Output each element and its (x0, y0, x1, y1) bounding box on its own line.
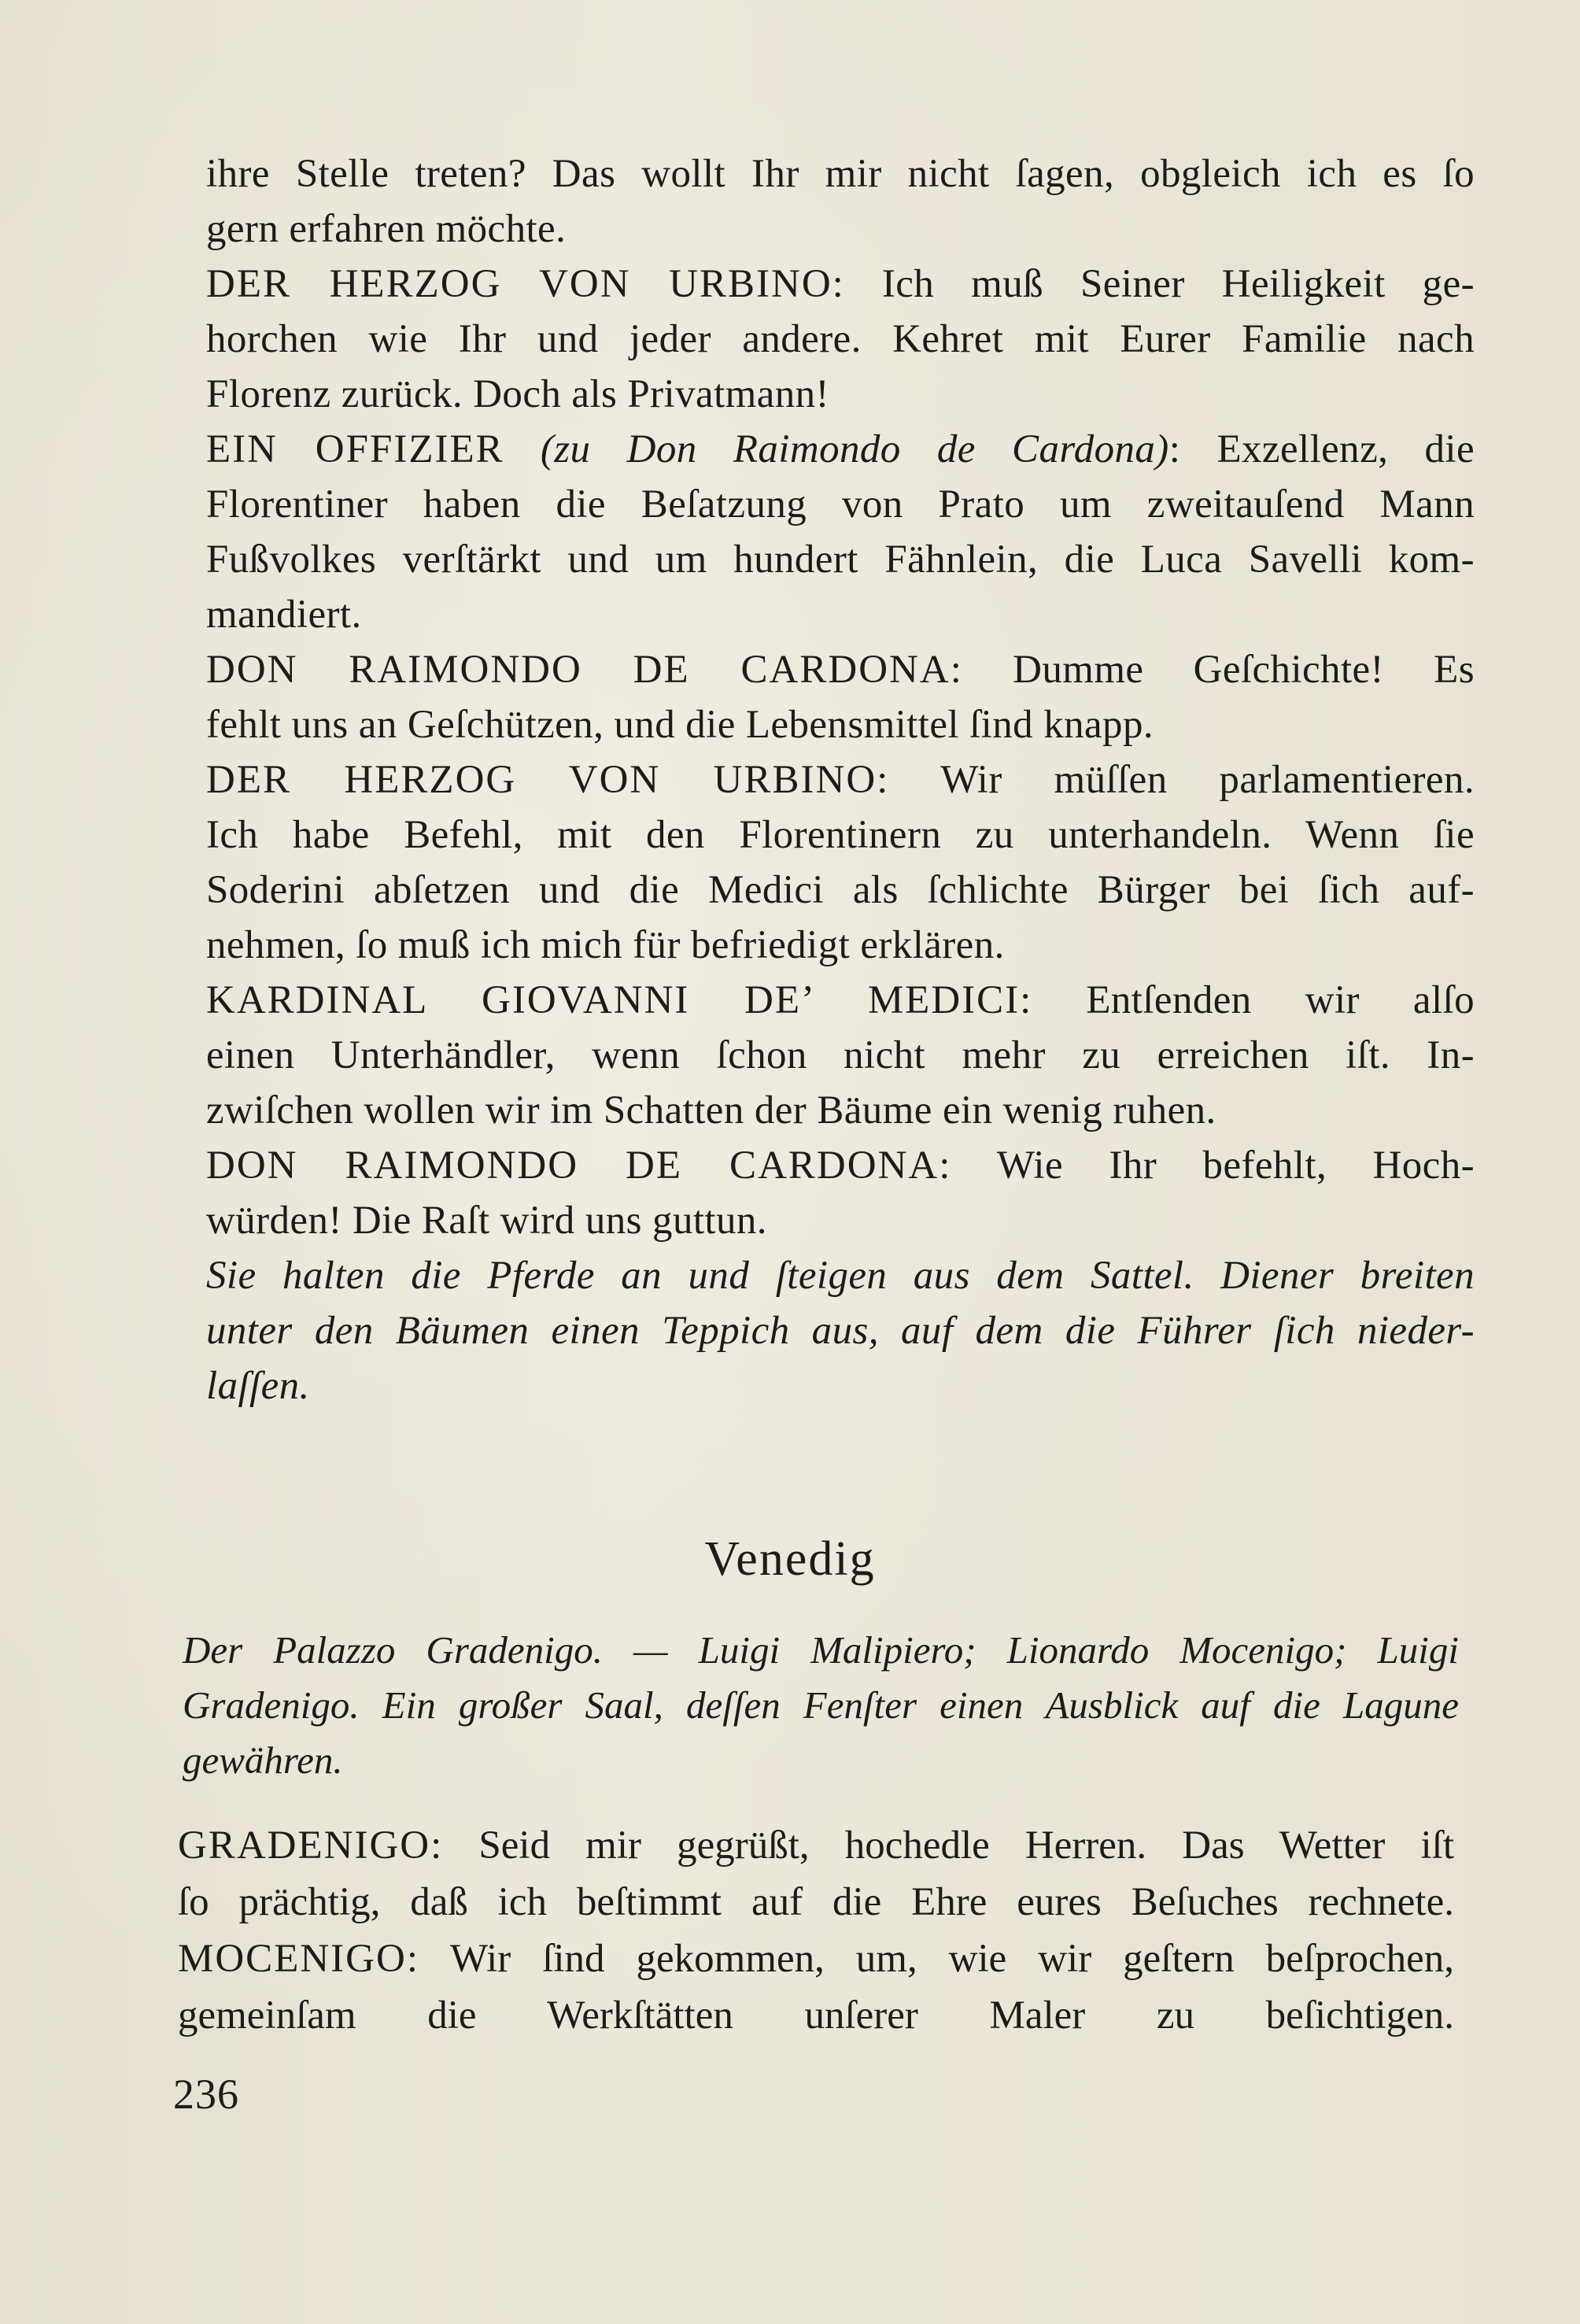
speech-text: : Exzellenz, die (1168, 427, 1475, 471)
speaker-name: GRADENIGO: (178, 1823, 444, 1868)
text-line: einen Unterhändler, wenn ſchon nicht mehr zu erreichen iſt. In- (206, 1033, 1475, 1077)
text-line: ihre Stelle treten? Das wollt Ihr mir nicht ſagen, obgleich ich es ſo (206, 152, 1475, 196)
speaker-name: KARDINAL GIOVANNI DE’ MEDICI: (206, 978, 1033, 1022)
scene-description-line: Der Palazzo Gradenigo. — Luigi Malipiero; Lionardo Mocenigo; Luigi (183, 1628, 1459, 1672)
text-line: nehmen, ſo muß ich mich für befriedigt erklären. (206, 923, 1005, 967)
text-line: Ich habe Befehl, mit den Florentinern zu unterhandeln. Wenn ſie (206, 813, 1475, 857)
text-line: Fußvolkes verſtärkt und um hundert Fähnlein, die Luca Savelli kom- (206, 538, 1475, 582)
dialogue-text (206, 146, 1475, 1413)
page-number: 236 (173, 2071, 239, 2118)
text-line: gern erfahren möchte. (206, 207, 567, 251)
stage-direction: laſſen. (206, 1364, 310, 1408)
dialogue-line (206, 422, 1475, 477)
speaker-name: MOCENIGO: (178, 1937, 419, 1981)
scene-description (183, 1623, 1459, 1788)
speech-text: Wir ſind gekommen, um, wie wir geſtern beſprochen, (419, 1937, 1454, 1981)
stage-direction-inline: (zu Don Raimondo de Cardona) (540, 427, 1169, 471)
speech-text: Wir müſſen parlamentieren. (889, 758, 1475, 802)
text-line: würden! Die Raſt wird uns guttun. (206, 1199, 767, 1243)
dialogue-line (206, 257, 1475, 312)
text-line: Florenz zurück. Doch als Privatmann! (206, 372, 829, 416)
speech-text: Entſenden wir alſo (1032, 978, 1475, 1022)
scene-heading: Venedig (704, 1532, 876, 1586)
text-line: fehlt uns an Geſchützen, und die Lebensmittel ſind knapp. (206, 703, 1154, 747)
speaker-name: DER HERZOG VON URBINO: (206, 758, 890, 802)
speaker-name: DER HERZOG VON URBINO: (206, 262, 845, 306)
dialogue-line (206, 1138, 1475, 1193)
speaker-name: EIN OFFIZIER (206, 427, 504, 471)
scene-description-line: Gradenigo. Ein großer Saal, deſſen Fenſter einen Ausblick auf die Lagune (183, 1683, 1459, 1727)
scene-description-line: gewähren. (183, 1738, 343, 1782)
dialogue-line (206, 973, 1475, 1028)
speaker-name: DON RAIMONDO DE CARDONA: (206, 1144, 952, 1188)
text-line: Soderini abſetzen und die Medici als ſchlichte Bürger bei ſich auf- (206, 868, 1475, 912)
speech-text: Seid mir gegrüßt, hochedle Herren. Das Wetter iſt (443, 1823, 1454, 1868)
dialogue-line (178, 1931, 1454, 1987)
stage-direction: Sie halten die Pferde an und ſteigen aus dem Sattel. Diener breiten (206, 1254, 1475, 1298)
dialogue-line (206, 642, 1475, 697)
speech-text: Wie Ihr befehlt, Hoch- (951, 1144, 1475, 1188)
text-line: ſo prächtig, daß ich beſtimmt auf die Ehre eures Beſuches rechnete. (178, 1880, 1454, 1924)
speech-text: Dumme Geſchichte! Es (962, 648, 1475, 692)
text-line: zwiſchen wollen wir im Schatten der Bäume ein wenig ruhen. (206, 1088, 1216, 1132)
speaker-name: DON RAIMONDO DE CARDONA: (206, 648, 963, 692)
dialogue-line (206, 752, 1475, 807)
dialogue-text-venedig (178, 1817, 1454, 2044)
dialogue-line (178, 1817, 1454, 1874)
stage-direction: unter den Bäumen einen Teppich aus, auf dem die Führer ſich nieder- (206, 1309, 1475, 1353)
text-line: mandiert. (206, 593, 362, 637)
speech-text: Ich muß Seiner Heiligkeit ge- (844, 262, 1475, 306)
text-line: gemeinſam die Werkſtätten unſerer Maler zu beſichtigen. (178, 1993, 1454, 2038)
text-line: horchen wie Ihr und jeder andere. Kehret mit Eurer Familie nach (206, 317, 1475, 361)
text-line: Florentiner haben die Beſatzung von Prato um zweitauſend Mann (206, 482, 1475, 527)
